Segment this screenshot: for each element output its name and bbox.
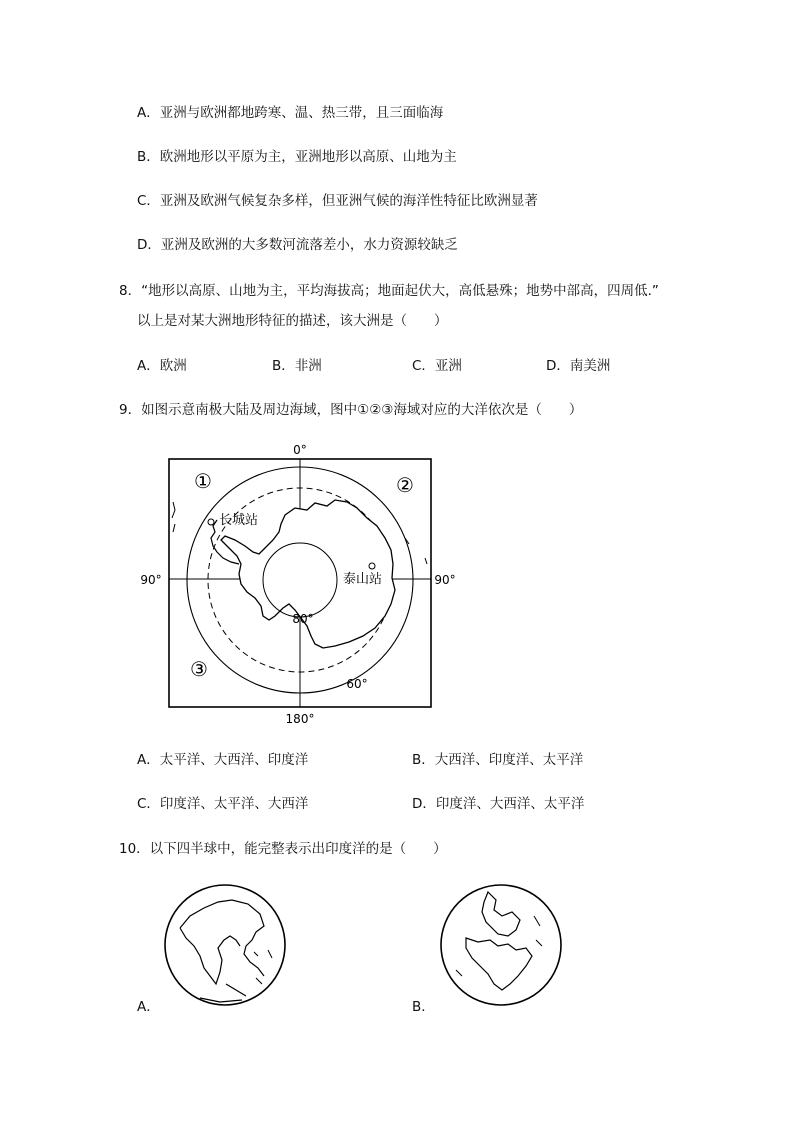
- q10-option-a: A．: [137, 999, 160, 1015]
- q10-option-b: B．: [412, 999, 435, 1015]
- region-3-label: ③: [190, 657, 208, 681]
- q9-option-b: B．大西洋、印度洋、太平洋: [412, 752, 584, 768]
- hemisphere-b-globe: [436, 880, 566, 1010]
- q9-option-c: C．印度洋、太平洋、大西洋: [137, 796, 309, 812]
- q7-option-d: D．亚洲及欧洲的大多数河流落差小，水力资源较缺乏: [137, 237, 458, 253]
- q8-option-c: C．亚洲: [412, 358, 462, 374]
- q8-option-d: D．南美洲: [546, 358, 611, 374]
- region-1-label: ①: [194, 469, 212, 493]
- q7-option-a: A．亚洲与欧洲都地跨寒、温、热三带，且三面临海: [137, 105, 444, 121]
- label-180-degree: 180°: [285, 712, 315, 726]
- q9-stem: 9．如图示意南极大陆及周边海域，图中①②③海域对应的大洋依次是（ ）: [119, 402, 583, 418]
- q8-stem-line1: 8．“地形以高原、山地为主，平均海拔高；地面起伏大，高低悬殊；地势中部高，四周低.”: [119, 283, 659, 299]
- q9-option-d: D．印度洋、大西洋、太平洋: [412, 796, 585, 812]
- q7-option-c: C．亚洲及欧洲气候复杂多样，但亚洲气候的海洋性特征比欧洲显著: [137, 193, 538, 209]
- station-great-wall-marker: [208, 519, 214, 525]
- region-2-label: ②: [396, 473, 414, 497]
- station-taishan-label: 泰山站: [343, 572, 383, 587]
- hemisphere-a-globe: [160, 880, 290, 1010]
- station-taishan-marker: [369, 563, 375, 569]
- q10-stem: 10．以下四半球中，能完整表示出印度洋的是（ ）: [119, 841, 447, 857]
- station-great-wall-label: 长城站: [219, 513, 259, 528]
- label-80-degree: 80°: [292, 612, 314, 626]
- q7-option-b: B．欧洲地形以平原为主，亚洲地形以高原、山地为主: [137, 149, 457, 165]
- q8-stem-line2: 以上是对某大洲地形特征的描述，该大洲是（ ）: [137, 313, 448, 329]
- label-90-east: 90°: [434, 573, 456, 587]
- label-90-west: 90°: [140, 573, 162, 587]
- q8-option-a: A．欧洲: [137, 358, 187, 374]
- label-60-degree: 60°: [346, 677, 368, 691]
- q9-option-a: A．太平洋、大西洋、印度洋: [137, 752, 309, 768]
- antarctica-map: [135, 440, 465, 730]
- q8-option-b: B．非洲: [272, 358, 322, 374]
- label-0-degree: 0°: [293, 443, 307, 457]
